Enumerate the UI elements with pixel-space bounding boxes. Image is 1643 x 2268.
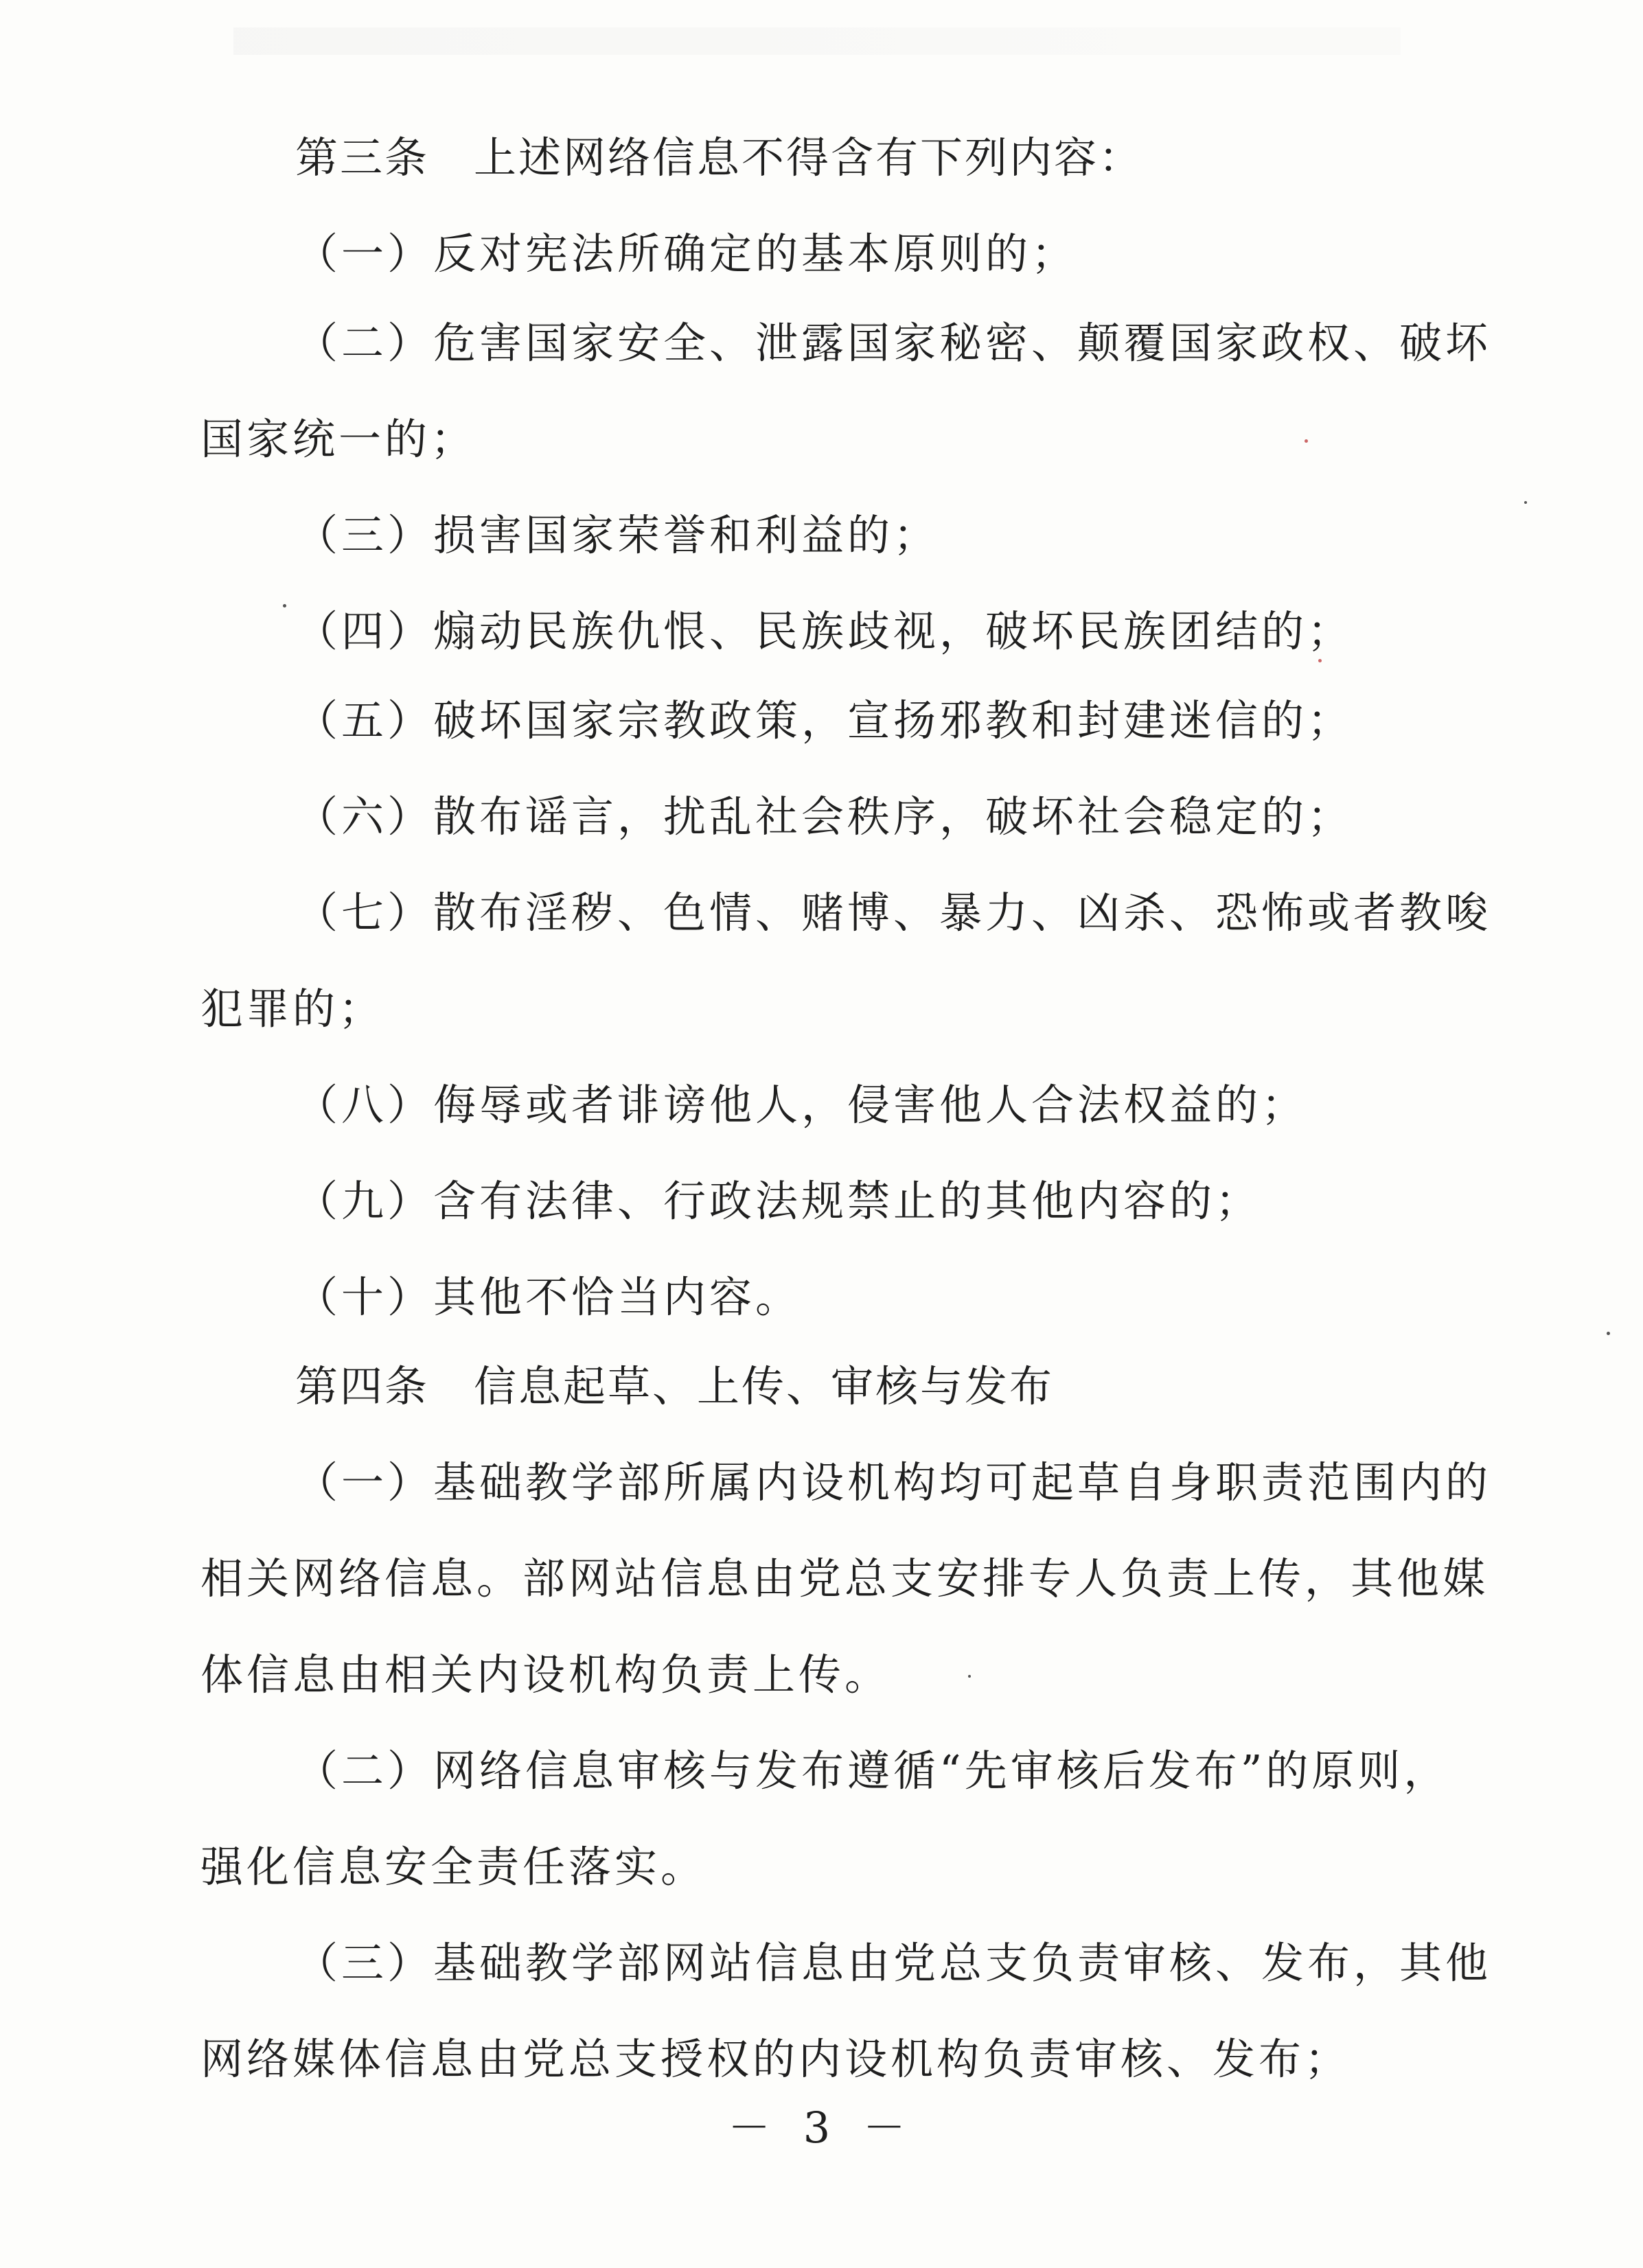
article-3-heading: 第三条 上述网络信息不得含有下列内容： <box>295 132 1144 183</box>
article-3-item-3: （三）损害国家荣誉和利益的； <box>295 510 940 560</box>
article-3-item-10: （十）其他不恰当内容。 <box>295 1272 802 1322</box>
scan-speck <box>968 1675 971 1678</box>
article-3-item-8: （八）侮辱或者诽谤他人，侵害他人合法权益的； <box>295 1080 1308 1130</box>
article-3-item-9: （九）含有法律、行政法规禁止的其他内容的； <box>295 1176 1262 1226</box>
scan-speck <box>1305 439 1308 443</box>
article-4-item-3-cont: 网络媒体信息由党总支授权的内设机构负责审核、发布； <box>200 2034 1351 2084</box>
article-3-item-7: （七）散布淫秽、色情、赌博、暴力、凶杀、恐怖或者教唆 <box>295 888 1492 938</box>
article-3-item-1: （一）反对宪法所确定的基本原则的； <box>295 229 1078 279</box>
article-4-item-1-cont-2: 体信息由相关内设机构负责上传。 <box>200 1650 891 1700</box>
article-3-item-7-cont: 犯罪的； <box>200 984 385 1034</box>
article-4-item-2-cont: 强化信息安全责任落实。 <box>200 1842 707 1892</box>
bleed-through-header <box>233 27 1401 55</box>
article-3-item-5: （五）破坏国家宗教政策，宣扬邪教和封建迷信的； <box>295 695 1354 745</box>
scan-speck <box>1607 1332 1610 1335</box>
article-4-item-2: （二）网络信息审核与发布遵循“先审核后发布”的原则， <box>295 1746 1450 1796</box>
article-4-item-3: （三）基础教学部网站信息由党总支负责审核、发布，其他 <box>295 1938 1492 1988</box>
scan-speck <box>1318 659 1322 662</box>
article-4-heading: 第四条 信息起草、上传、审核与发布 <box>295 1361 1055 1411</box>
article-4-item-1-cont: 相关网络信息。部网站信息由党总支安排专人负责上传，其他媒 <box>200 1553 1489 1604</box>
article-3-item-6: （六）散布谣言，扰乱社会秩序，破坏社会稳定的； <box>295 791 1354 842</box>
page-number: － 3 － <box>728 2103 915 2153</box>
scan-speck <box>283 604 286 608</box>
article-3-item-4: （四）煽动民族仇恨、民族歧视，破坏民族团结的； <box>295 606 1354 656</box>
article-4-item-1: （一）基础教学部所属内设机构均可起草自身职责范围内的 <box>295 1457 1492 1507</box>
article-3-item-2: （二）危害国家安全、泄露国家秘密、颠覆国家政权、破坏 <box>295 318 1492 368</box>
scan-speck <box>1524 501 1527 504</box>
article-3-item-2-cont: 国家统一的； <box>200 414 477 464</box>
